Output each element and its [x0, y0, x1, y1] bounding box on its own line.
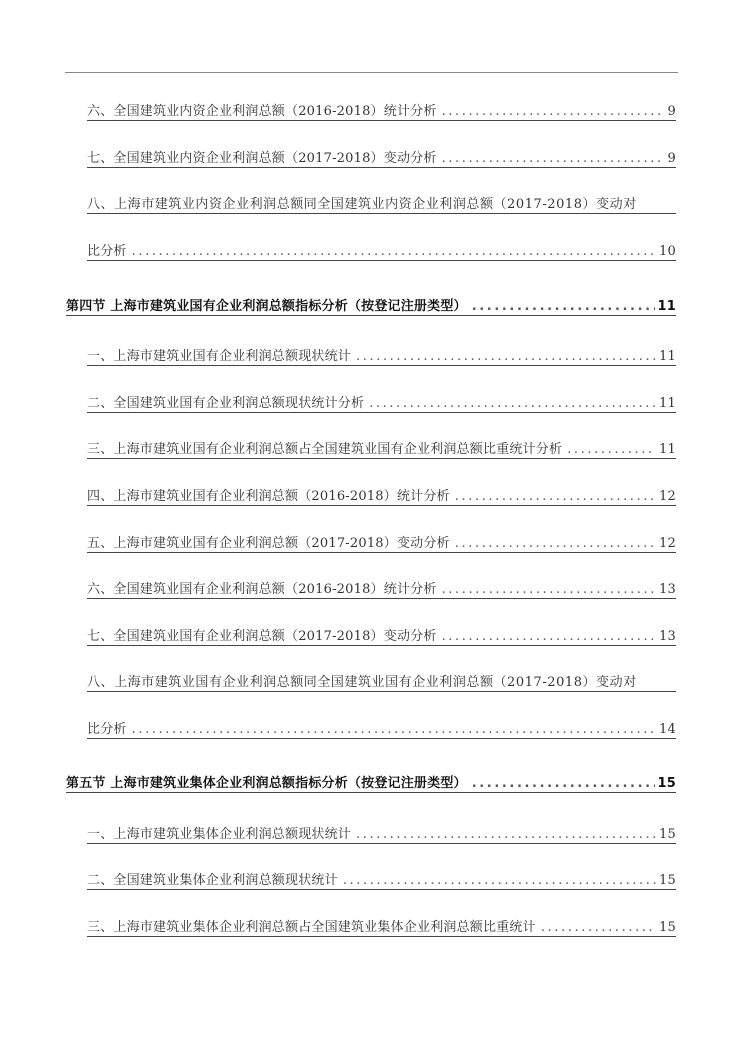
dot-leader — [442, 104, 665, 120]
toc-page-number: 13 — [659, 582, 676, 597]
dot-leader — [567, 442, 656, 458]
toc-page-number: 11 — [659, 349, 676, 364]
toc-page-number: 15 — [659, 873, 676, 888]
toc-entry-state-shanghai-stats-2016-2018[interactable] — [87, 485, 676, 506]
toc-entry-title: 二、全国建筑业集体企业利润总额现状统计 — [87, 873, 338, 888]
toc-entry-title: 比分析 — [87, 244, 127, 259]
toc-page-number: 11 — [657, 299, 676, 314]
dot-leader — [541, 920, 656, 936]
dot-leader — [442, 151, 665, 167]
toc-entry-title: 八、上海市建筑业内资企业利润总额同全国建筑业内资企业利润总额（2017-2018）变动对 — [87, 197, 637, 212]
dot-leader — [472, 776, 655, 792]
toc-entry-title: 三、上海市建筑业国有企业利润总额占全国建筑业国有企业利润总额比重统计分析 — [87, 442, 563, 457]
toc-entry-state-national-stats-2016-2018[interactable] — [87, 578, 676, 599]
dot-leader — [472, 299, 655, 315]
dot-leader — [442, 582, 656, 598]
toc-page-number: 12 — [659, 536, 676, 551]
toc-entry-title: 二、全国建筑业国有企业利润总额现状统计分析 — [87, 396, 365, 411]
toc-entry-state-shanghai-change-2017-2018[interactable] — [87, 532, 676, 553]
dot-leader — [455, 536, 656, 552]
toc-entry-title: 六、全国建筑业国有企业利润总额（2016-2018）统计分析 — [87, 582, 437, 597]
toc-entry-state-comparison-line1[interactable] — [87, 671, 676, 692]
toc-entry-state-comparison-line2[interactable] — [87, 718, 676, 739]
toc-page-number: 10 — [659, 244, 676, 259]
toc-page-number: 15 — [659, 920, 676, 935]
toc-page-number: 11 — [659, 396, 676, 411]
toc-entry-domestic-national-stats-2016-2018[interactable] — [87, 100, 676, 121]
toc-entry-collective-shanghai-status[interactable] — [87, 823, 676, 844]
toc-entry-title: 七、全国建筑业国有企业利润总额（2017-2018）变动分析 — [87, 629, 437, 644]
dot-leader — [455, 489, 656, 505]
toc-entry-title: 四、上海市建筑业国有企业利润总额（2016-2018）统计分析 — [87, 489, 450, 504]
toc-page-number: 9 — [667, 151, 676, 166]
dot-leader — [132, 722, 656, 738]
toc-entry-domestic-national-change-2017-2018[interactable] — [87, 147, 676, 168]
toc-page-number: 13 — [659, 629, 676, 644]
toc-entry-title: 五、上海市建筑业国有企业利润总额（2017-2018）变动分析 — [87, 536, 450, 551]
toc-entry-state-share[interactable] — [87, 438, 676, 459]
toc-entry-title: 一、上海市建筑业国有企业利润总额现状统计 — [87, 349, 352, 364]
toc-page-number: 14 — [659, 722, 676, 737]
toc-entry-state-shanghai-status[interactable] — [87, 345, 676, 366]
toc-entry-title: 六、全国建筑业内资企业利润总额（2016-2018）统计分析 — [87, 104, 437, 119]
toc-entry-collective-national-status[interactable] — [87, 869, 676, 890]
header-rule — [65, 72, 678, 73]
toc-section-4-state-owned[interactable] — [66, 295, 676, 316]
toc-entry-domestic-comparison-line1[interactable] — [87, 193, 676, 214]
dot-leader — [356, 827, 656, 843]
toc-page-number: 11 — [659, 442, 676, 457]
toc-section-title: 第四节 上海市建筑业国有企业利润总额指标分析（按登记注册类型） — [66, 299, 467, 314]
dot-leader — [132, 244, 656, 260]
toc-page-number: 15 — [659, 827, 676, 842]
toc-entry-collective-share[interactable] — [87, 916, 676, 937]
toc-entry-title: 比分析 — [87, 722, 127, 737]
dot-leader — [356, 349, 656, 365]
toc-page-number: 9 — [667, 104, 676, 119]
dot-leader — [442, 629, 656, 645]
toc-entry-domestic-comparison-line2[interactable] — [87, 240, 676, 261]
toc-entry-state-national-change-2017-2018[interactable] — [87, 625, 676, 646]
dot-leader — [369, 396, 656, 412]
toc-entry-state-national-status[interactable] — [87, 392, 676, 413]
toc-entry-title: 八、上海市建筑业国有企业利润总额同全国建筑业国有企业利润总额（2017-2018）变动对 — [87, 675, 637, 690]
toc-page-number: 12 — [659, 489, 676, 504]
toc-section-title: 第五节 上海市建筑业集体企业利润总额指标分析（按登记注册类型） — [66, 776, 467, 791]
toc-entry-title: 七、全国建筑业内资企业利润总额（2017-2018）变动分析 — [87, 151, 437, 166]
dot-leader — [343, 873, 656, 889]
toc-entry-title: 三、上海市建筑业集体企业利润总额占全国建筑业集体企业利润总额比重统计 — [87, 920, 536, 935]
toc-entry-title: 一、上海市建筑业集体企业利润总额现状统计 — [87, 827, 352, 842]
toc-page-number: 15 — [657, 776, 676, 791]
toc-section-5-collective[interactable] — [66, 772, 676, 793]
